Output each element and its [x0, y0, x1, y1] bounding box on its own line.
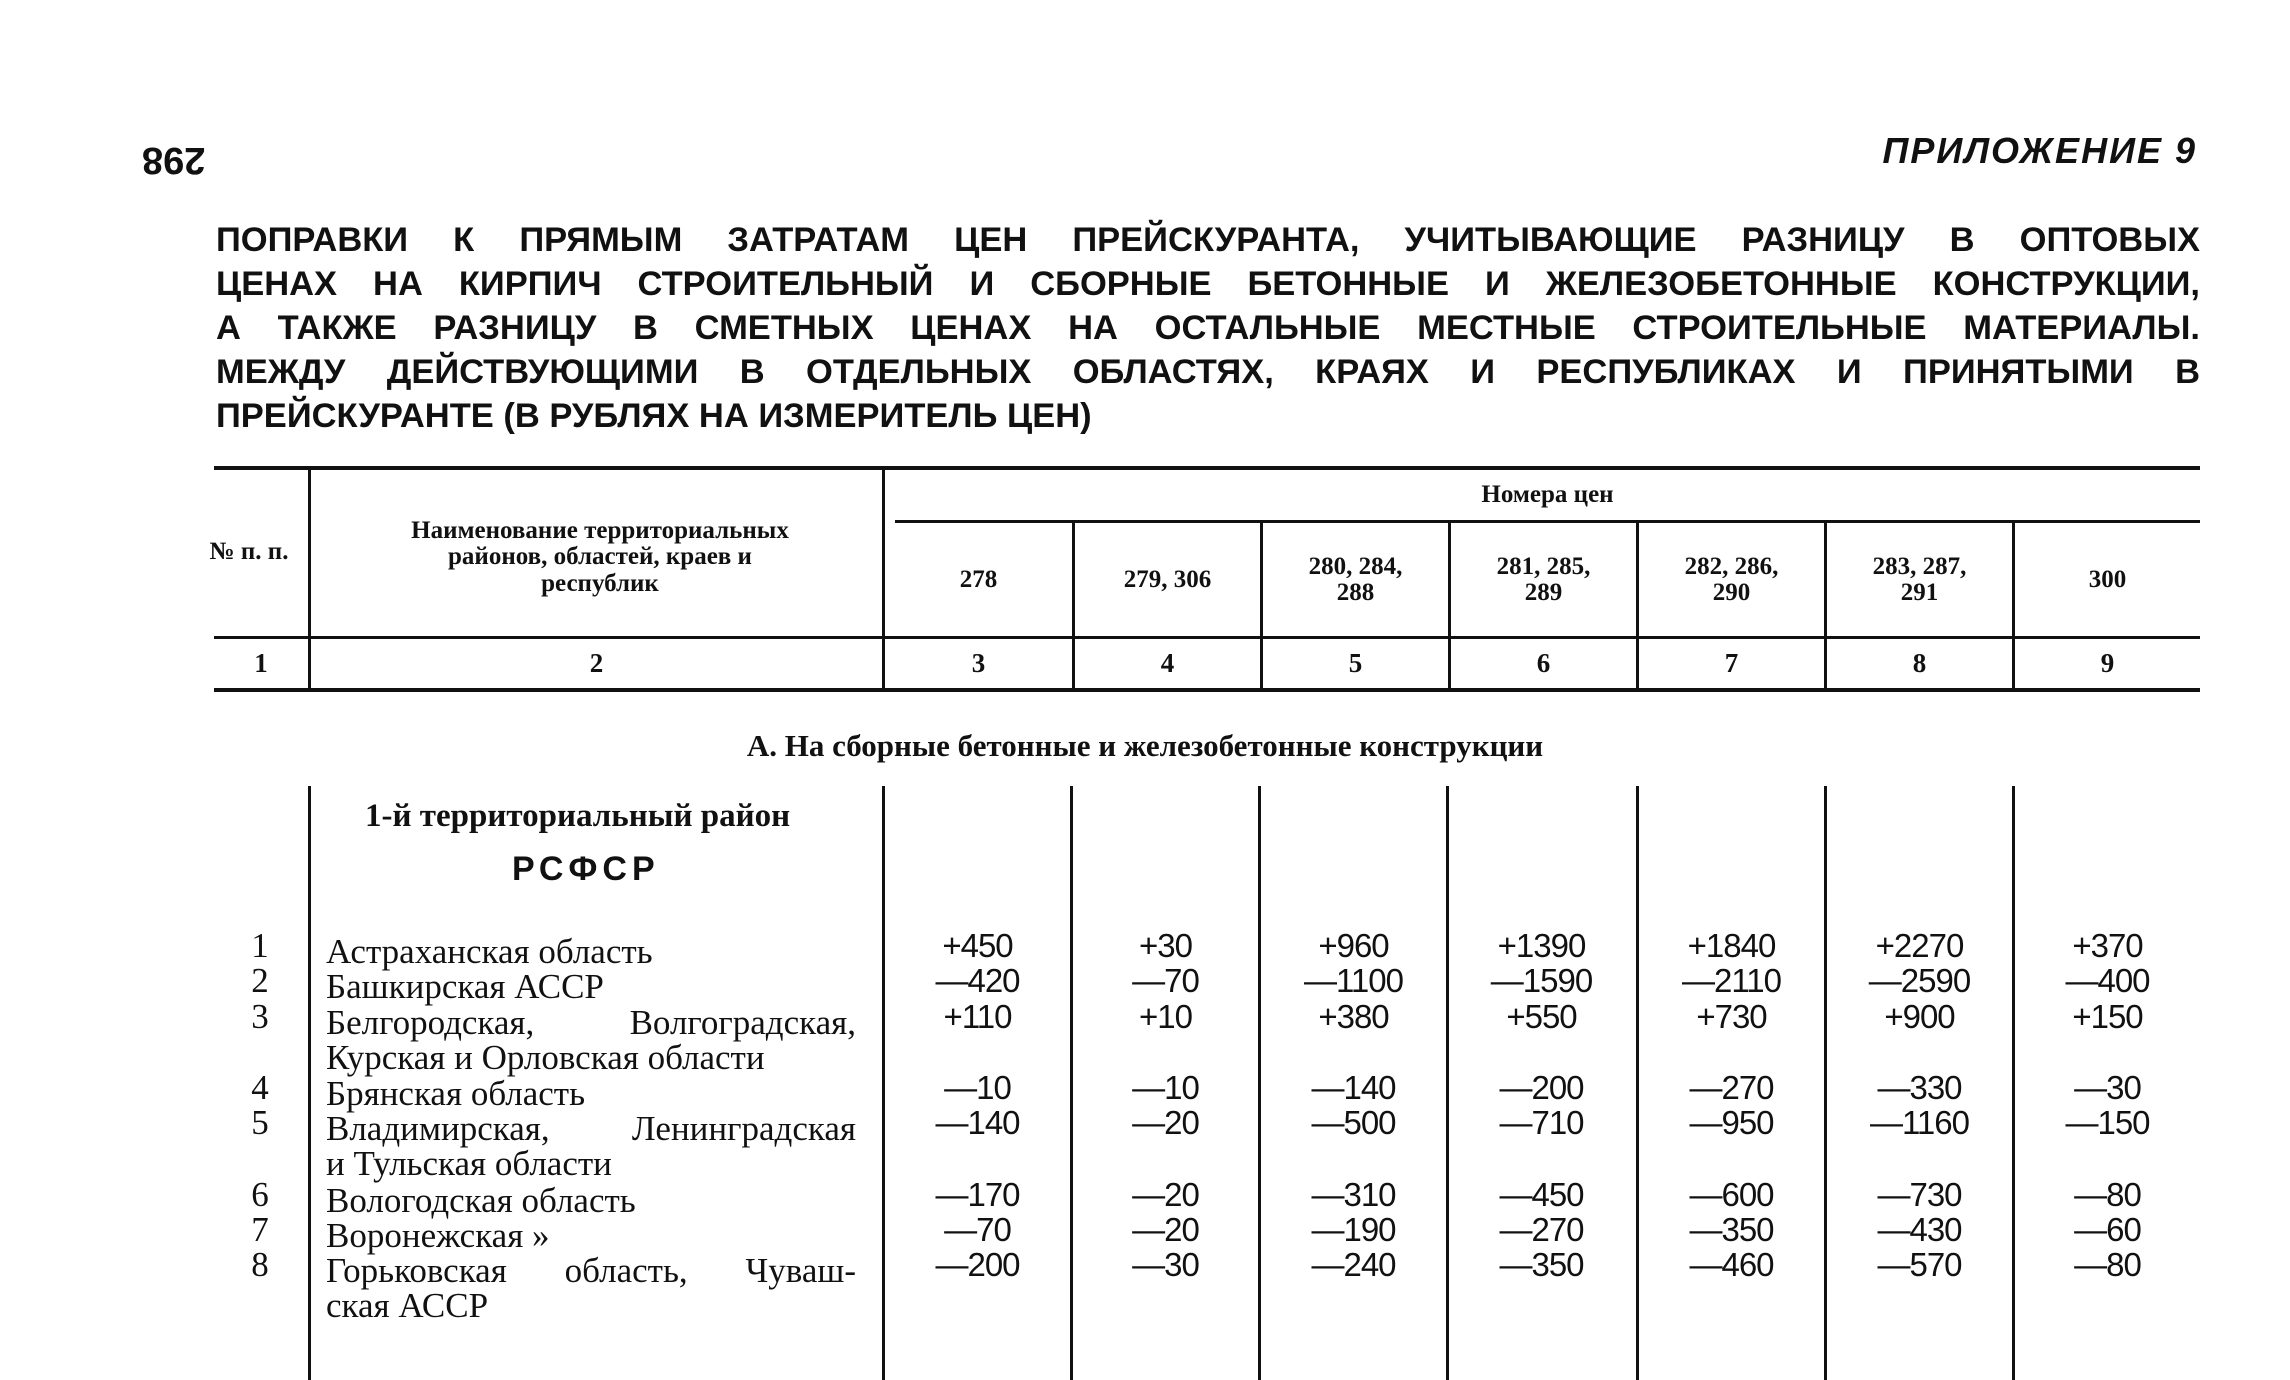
value-cell: —420 [935, 962, 1020, 999]
price-col-header [1451, 540, 1636, 620]
title-line: ЦЕНАХ НА КИРПИЧ СТРОИТЕЛЬНЫЙ И СБОРНЫЕ БЕТОННЫЕ И ЖЕЛЕЗОБЕТОННЫЕ КОНСТРУКЦИИ, [216, 265, 2200, 303]
row-name-line: Воронежская » [326, 1216, 550, 1255]
column-number: 9 [2100, 647, 2115, 678]
row-name-line: Курская и Орловская области [326, 1038, 765, 1077]
value-cell: +110 [943, 998, 1012, 1035]
price-col-header [1827, 540, 2012, 620]
body-divider [308, 786, 311, 1380]
col-name-header [330, 505, 870, 610]
value-cell: —70 [1132, 962, 1199, 999]
value-cell: —450 [1499, 1176, 1584, 1213]
value-cell: —570 [1877, 1246, 1962, 1283]
value-cell: —730 [1877, 1176, 1962, 1213]
row-number: 8 [251, 1245, 269, 1284]
price-col-header-line: 291 [1900, 579, 1939, 606]
value-cell: +380 [1318, 998, 1389, 1035]
section-title: А. На сборные бетонные и железобетонные конструкции [746, 728, 1544, 763]
value-cell: —20 [1132, 1176, 1199, 1213]
row-name-line: Брянская область [326, 1074, 586, 1113]
value-cell: —1160 [1870, 1104, 1969, 1141]
row-name [326, 934, 856, 969]
value-cell: —2590 [1868, 962, 1971, 999]
row-name [326, 1005, 856, 1075]
row-number: 6 [251, 1175, 269, 1214]
value-cell: —20 [1132, 1104, 1199, 1141]
value-cell: —350 [1689, 1211, 1774, 1248]
column-number: 1 [254, 647, 268, 678]
value-cell: +1840 [1687, 927, 1776, 964]
row-number: 1 [251, 926, 269, 965]
value-cell: —330 [1877, 1069, 1962, 1106]
value-cell: —170 [935, 1176, 1020, 1213]
row-name-line: Астраханская область [326, 932, 653, 971]
value-cell: —350 [1499, 1246, 1584, 1283]
region-heading: 1-й территориальный район [365, 798, 791, 834]
row-name-line: Башкирская АССР [326, 967, 604, 1006]
value-cell: —2110 [1682, 962, 1781, 999]
title-line: МЕЖДУ ДЕЙСТВУЮЩИМИ В ОТДЕЛЬНЫХ ОБЛАСТЯХ, КРАЯХ И РЕСПУБЛИКАХ И ПРИНЯТЫМИ В [216, 353, 2200, 391]
price-col-header-line: 278 [959, 565, 998, 593]
price-col-header [2015, 540, 2200, 620]
price-col-header-line: 281, 285, [1496, 552, 1591, 580]
row-name-line: Вологодская область [326, 1181, 636, 1220]
column-number: 7 [1724, 647, 1739, 678]
row-name-line: ская АССР [326, 1286, 489, 1325]
price-col-header-line: 283, 287, [1872, 552, 1967, 580]
value-cell: —500 [1311, 1104, 1396, 1141]
price-col-header [1075, 540, 1260, 620]
row-name [326, 1111, 856, 1181]
value-cell: —30 [2074, 1069, 2141, 1106]
row-name-line: Белгородская, Волгоградская, [326, 1003, 856, 1042]
row-number: 4 [251, 1068, 269, 1107]
value-cell: —60 [2074, 1211, 2141, 1248]
column-number: 4 [1160, 647, 1175, 678]
column-number: 5 [1348, 647, 1363, 678]
value-cell: +150 [2072, 998, 2143, 1035]
value-cell: —950 [1689, 1104, 1774, 1141]
value-cell: —20 [1132, 1211, 1199, 1248]
value-cell: +450 [942, 927, 1013, 964]
row-number: 3 [251, 997, 269, 1036]
row-name [326, 1076, 856, 1111]
value-cell: —460 [1689, 1246, 1774, 1283]
row-name-line: и Тульская области [326, 1144, 612, 1183]
column-number: 8 [1912, 647, 1927, 678]
value-cell: +10 [1139, 998, 1192, 1035]
value-cell: —10 [944, 1069, 1011, 1106]
row-number: 2 [251, 961, 269, 1000]
value-cell: —400 [2065, 962, 2150, 999]
value-cell: +2270 [1875, 927, 1964, 964]
value-cell: —270 [1499, 1211, 1584, 1248]
price-group-rule [895, 520, 2200, 523]
price-col-header [1263, 540, 1448, 620]
col-name-header-line: Наименование территориальных [411, 517, 789, 545]
value-cell: +1390 [1497, 927, 1586, 964]
row-number: 7 [251, 1210, 269, 1249]
value-cell: —140 [935, 1104, 1020, 1141]
price-col-header-line: 282, 286, [1684, 552, 1779, 580]
price-col-header-line: 290 [1712, 579, 1751, 606]
title-line: ПРЕЙСКУРАНТЕ (В РУБЛЯХ НА ИЗМЕРИТЕЛЬ ЦЕН) [216, 397, 1092, 435]
republic-heading: РСФСР [512, 850, 660, 888]
value-cell: —430 [1877, 1211, 1962, 1248]
col-num-header: № п. п. [209, 537, 289, 565]
table-top-rule [214, 466, 2200, 470]
row-name [326, 1183, 856, 1218]
value-cell: +900 [1884, 998, 1955, 1035]
row-name-line: Владимирская, Ленинградская [326, 1109, 856, 1148]
value-cell: —600 [1689, 1176, 1774, 1213]
value-cell: —150 [2065, 1104, 2150, 1141]
price-col-header [1639, 540, 1824, 620]
value-cell: +730 [1696, 998, 1767, 1035]
value-cell: —80 [2074, 1176, 2141, 1213]
price-col-header-line: 280, 284, [1308, 552, 1403, 580]
value-cell: —80 [2074, 1246, 2141, 1283]
column-number-rule [214, 688, 2200, 692]
page-number: 298 [142, 139, 206, 181]
value-cell: —310 [1311, 1176, 1396, 1213]
row-name [326, 1218, 856, 1253]
value-cell: —270 [1689, 1069, 1774, 1106]
price-col-header [885, 540, 1072, 620]
value-cell: +960 [1318, 927, 1389, 964]
column-number: 2 [589, 647, 604, 678]
value-cell: —70 [944, 1211, 1011, 1248]
document-title [216, 218, 2200, 438]
price-group-header: Номера цен [1481, 480, 1614, 508]
price-col-header-line: 289 [1524, 579, 1563, 606]
price-col-header-line: 288 [1336, 579, 1375, 606]
appendix-label: ПРИЛОЖЕНИЕ 9 [1882, 130, 2197, 171]
title-line: А ТАКЖЕ РАЗНИЦУ В СМЕТНЫХ ЦЕНАХ НА ОСТАЛЬНЫЕ МЕСТНЫЕ СТРОИТЕЛЬНЫЕ МАТЕРИАЛЫ. [216, 309, 2200, 347]
price-col-header-line: 300 [2088, 565, 2127, 593]
row-name [326, 969, 856, 1004]
value-cell: —200 [935, 1246, 1020, 1283]
value-cell: —30 [1132, 1246, 1199, 1283]
value-cell: —1590 [1490, 962, 1593, 999]
price-col-header-line: 279, 306 [1123, 565, 1212, 593]
value-cell: —1100 [1304, 962, 1403, 999]
header-bottom-rule [214, 636, 2200, 639]
value-cell: +30 [1139, 927, 1192, 964]
value-cell: —190 [1311, 1211, 1396, 1248]
value-cell: —710 [1499, 1104, 1584, 1141]
value-cell: +370 [2072, 927, 2143, 964]
value-cell: +550 [1506, 998, 1577, 1035]
value-cell: —240 [1311, 1246, 1396, 1283]
title-line: ПОПРАВКИ К ПРЯМЫМ ЗАТРАТАМ ЦЕН ПРЕЙСКУРАНТА, УЧИТЫВАЮЩИЕ РАЗНИЦУ В ОПТОВЫХ [216, 221, 2200, 259]
value-cell: —200 [1499, 1069, 1584, 1106]
row-number: 5 [251, 1103, 269, 1142]
column-number: 6 [1536, 647, 1551, 678]
column-number: 3 [971, 647, 986, 678]
value-cell: —140 [1311, 1069, 1396, 1106]
col-name-header-line: республик [541, 569, 659, 597]
value-cell: —10 [1132, 1069, 1199, 1106]
row-name [326, 1253, 856, 1323]
col-name-header-line: районов, областей, краев и [448, 543, 752, 571]
row-name-line: Горьковская область, Чуваш- [326, 1251, 856, 1290]
